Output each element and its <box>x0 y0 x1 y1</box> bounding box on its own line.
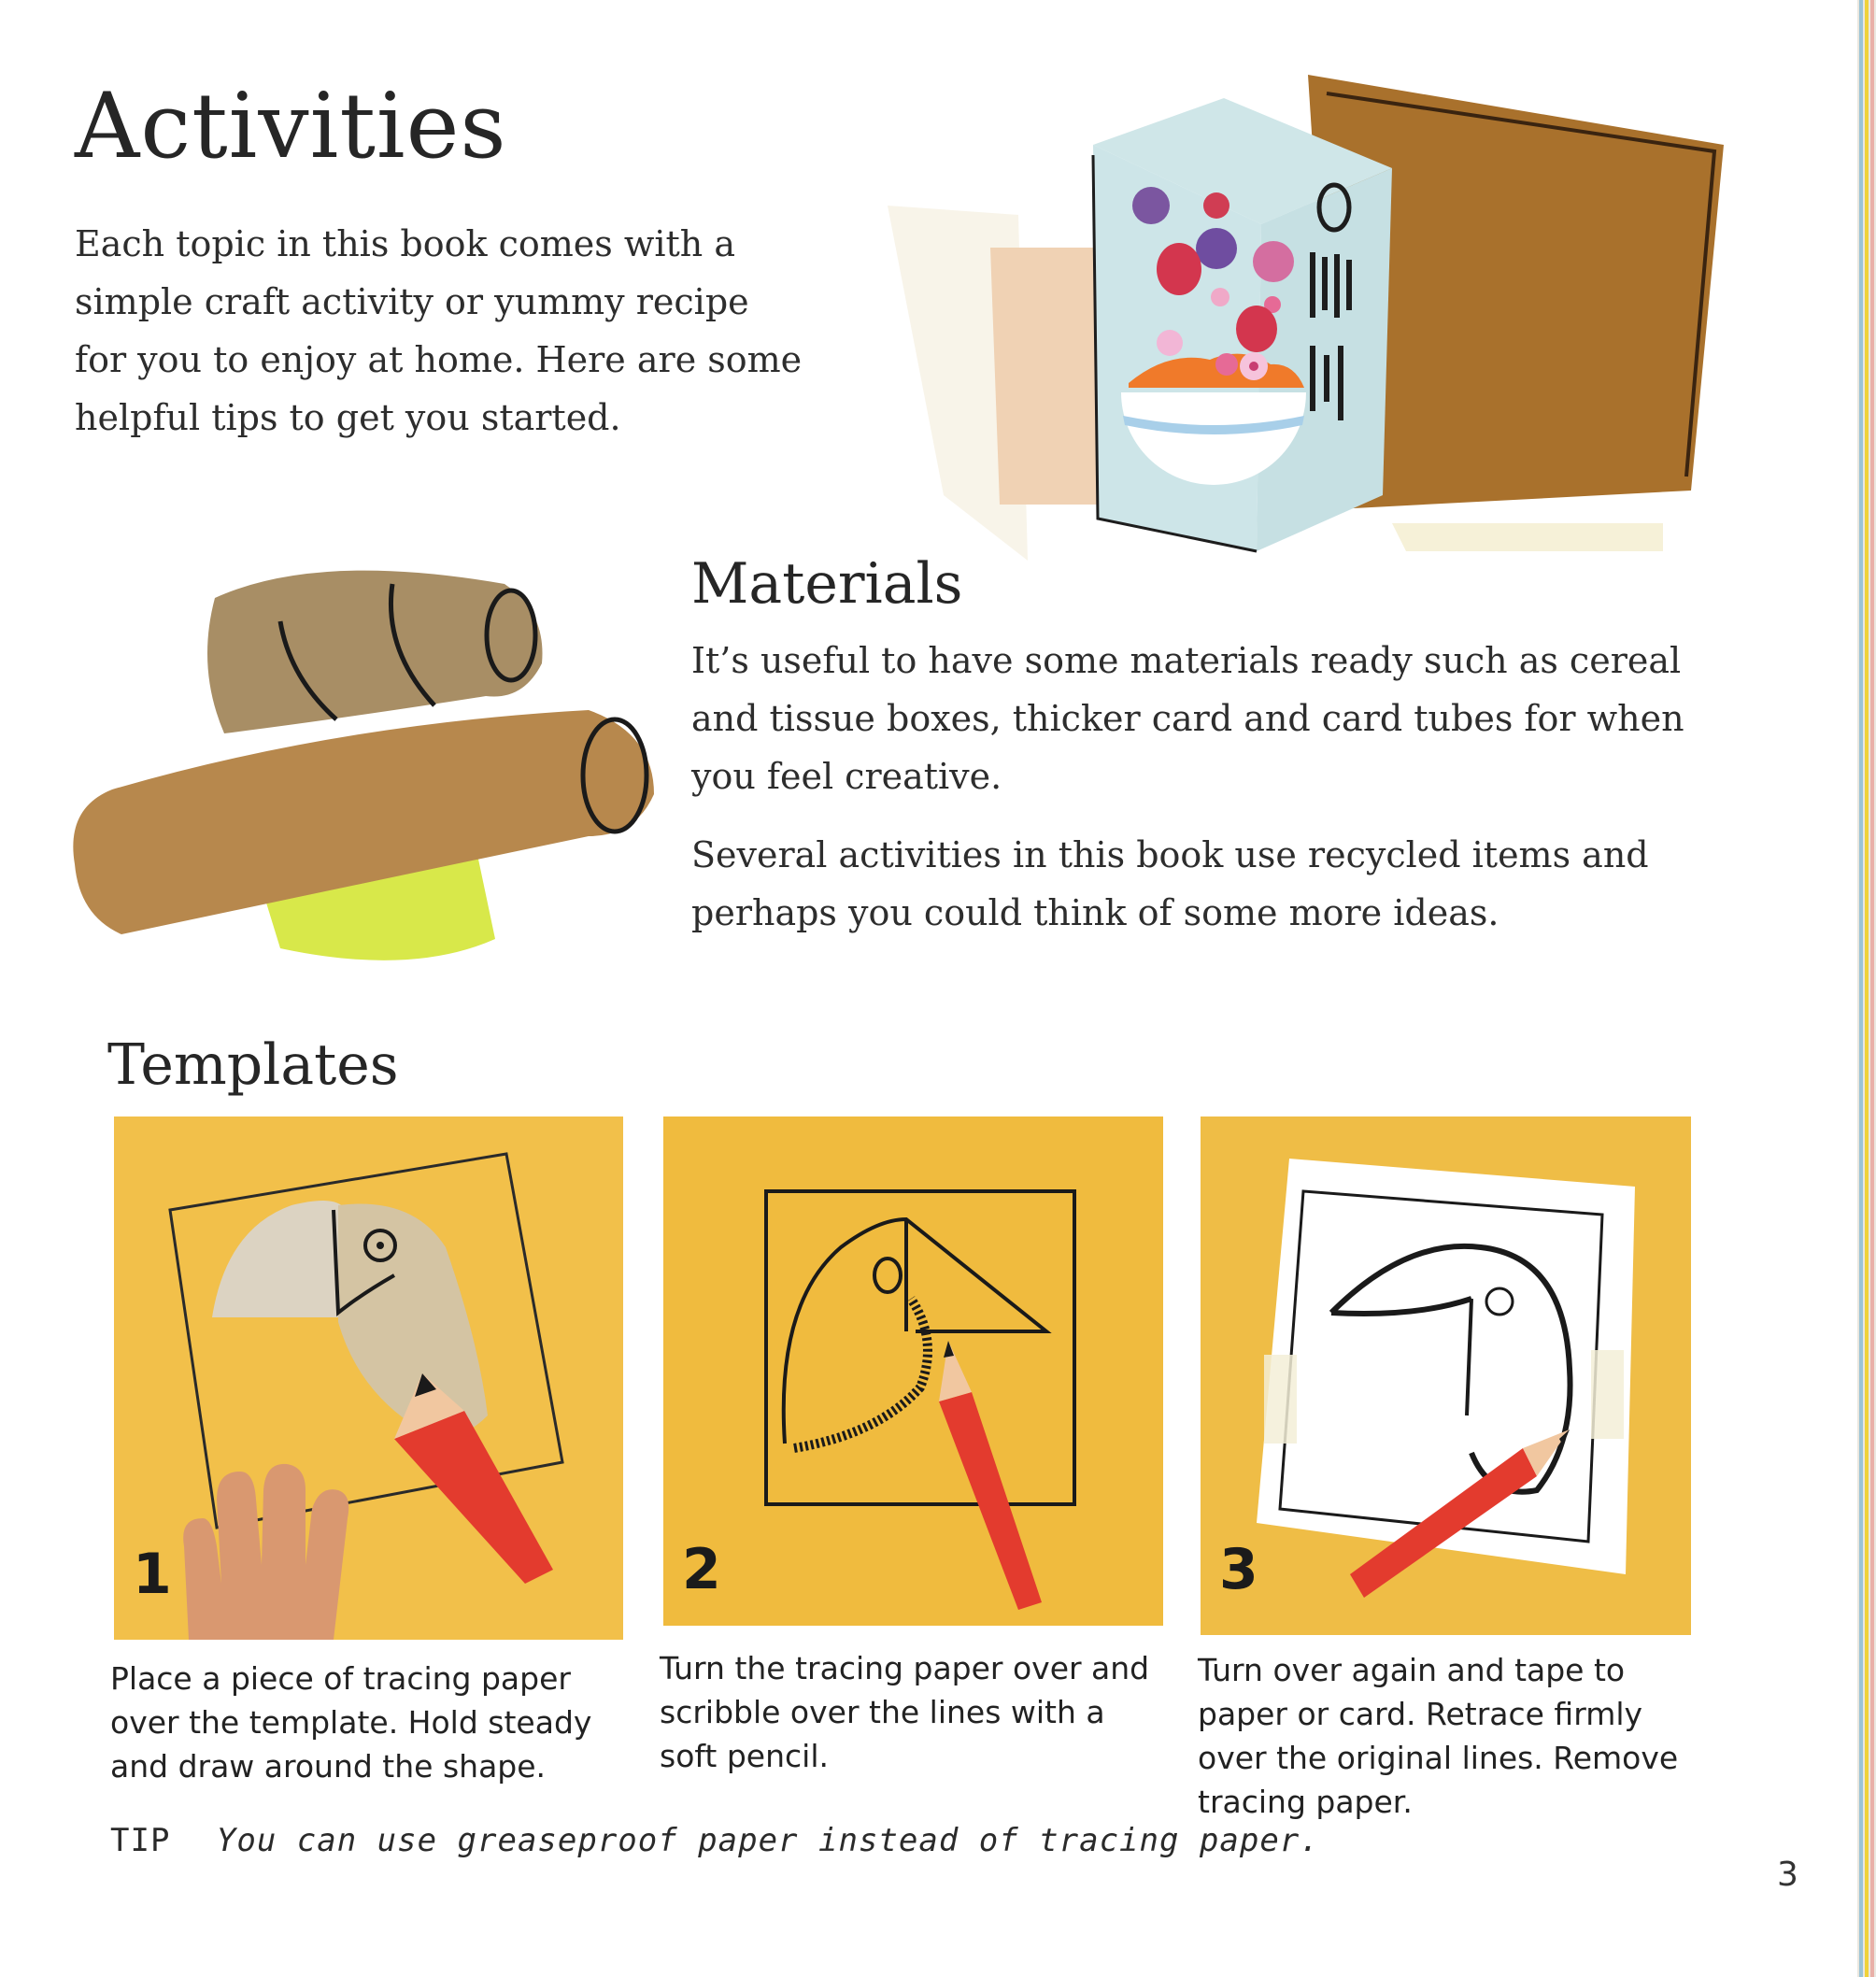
toucan-retrace-illustration <box>1201 1117 1691 1635</box>
cereal-box-illustration <box>888 65 1728 570</box>
templates-title: Templates <box>107 1032 399 1098</box>
step-2-number: 2 <box>682 1537 721 1602</box>
toucan-template-illustration <box>114 1117 623 1640</box>
step-3-caption: Turn over again and tape to paper or card. Retrace firmly over the original lines. Remove tracing paper. <box>1198 1652 1679 1820</box>
materials-paragraph-1: It’s useful to have some materials ready such as cereal and tissue boxes, thicker card and card tubes for when you feel creative. <box>691 640 1684 797</box>
hand-illustration <box>183 1464 348 1640</box>
tip-label: TIP <box>110 1822 171 1859</box>
page-number: 3 <box>1777 1856 1798 1894</box>
template-step-2-panel <box>663 1117 1163 1626</box>
materials-title: Materials <box>691 551 963 617</box>
toucan-scribble-illustration <box>663 1117 1163 1626</box>
page-edge <box>1857 0 1876 1977</box>
tip-text: You can use greaseproof paper instead of tracing paper. <box>216 1822 1320 1859</box>
step-2-caption: Turn the tracing paper over and scribble over the lines with a soft pencil. <box>660 1650 1150 1774</box>
template-step-1-panel <box>114 1117 623 1640</box>
step-3-number: 3 <box>1219 1537 1258 1602</box>
cardboard-tubes-illustration <box>56 547 673 1023</box>
materials-paragraph-2: Several activities in this book use recycled items and perhaps you could think of some more ideas. <box>691 834 1649 933</box>
step-1-caption: Place a piece of tracing paper over the template. Hold steady and draw around the shape. <box>110 1660 592 1785</box>
red-pencil-illustration <box>939 1341 1042 1610</box>
page-title: Activities <box>75 74 507 178</box>
step-1-number: 1 <box>133 1542 172 1607</box>
tip-note <box>110 1822 1320 1859</box>
intro-text: Each topic in this book comes with a simple craft activity or yummy recipe for you to enjoy at home. Here are some helpful tips to get you started. <box>75 223 803 438</box>
template-step-3-panel <box>1201 1117 1691 1635</box>
